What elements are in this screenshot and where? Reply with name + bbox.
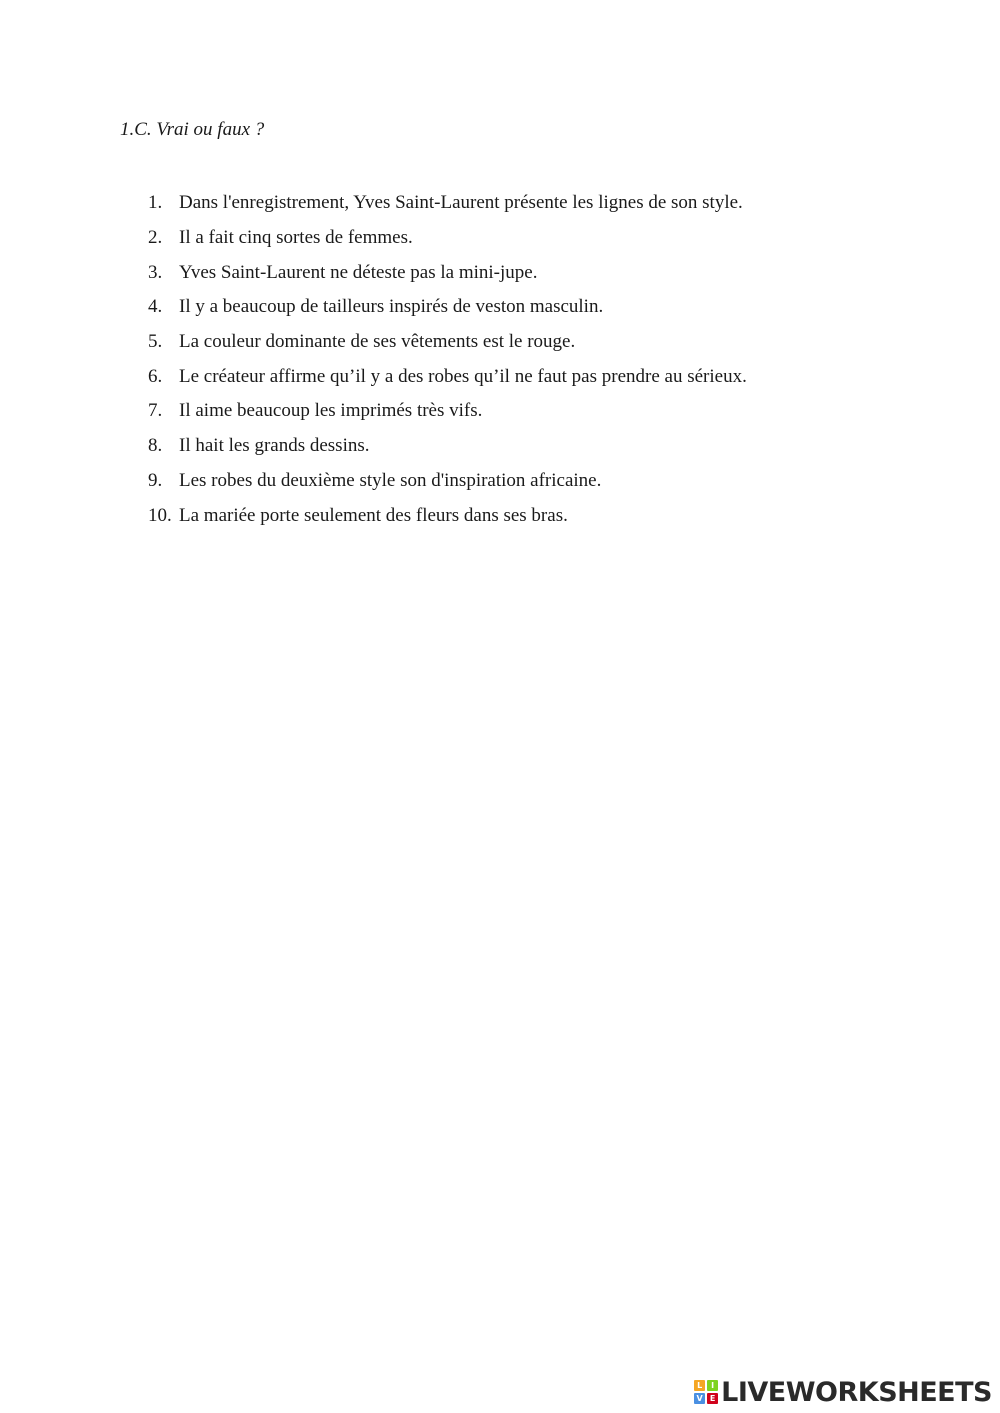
question-number: 5. [148, 331, 163, 353]
question-number: 6. [148, 365, 163, 387]
question-number: 4. [148, 296, 163, 318]
question-item [148, 325, 747, 360]
logo-icon [694, 1380, 718, 1404]
question-item [148, 394, 747, 429]
question-number: 3. [148, 261, 163, 283]
logo-block-icon: E [707, 1393, 718, 1404]
logo-block-icon: V [694, 1393, 705, 1404]
question-item [148, 290, 747, 325]
logo-text: LIVEWORKSHEETS [721, 1376, 992, 1408]
question-number: 2. [148, 227, 163, 249]
question-item [148, 464, 747, 499]
question-number: 10. [148, 504, 172, 526]
question-number: 8. [148, 435, 163, 457]
liveworksheets-logo [694, 1377, 992, 1407]
question-number: 9. [148, 469, 163, 491]
question-item [148, 498, 747, 533]
question-text: Il a fait cinq sortes de femmes. [179, 227, 413, 249]
question-item [148, 221, 747, 256]
question-item [148, 255, 747, 290]
question-text: Le créateur affirme qu’il y a des robes qu’il ne faut pas prendre au sérieux. [179, 365, 747, 387]
question-item [148, 186, 747, 221]
question-text: Il hait les grands dessins. [179, 435, 370, 457]
question-text: Il aime beaucoup les imprimés très vifs. [179, 400, 483, 422]
question-item [148, 359, 747, 394]
question-number: 7. [148, 400, 163, 422]
question-text: La mariée porte seulement des fleurs dans ses bras. [179, 504, 568, 526]
question-list [148, 186, 747, 533]
question-item [148, 429, 747, 464]
logo-block-icon: I [707, 1380, 718, 1391]
question-text: Yves Saint-Laurent ne déteste pas la mini-jupe. [179, 261, 538, 283]
question-text: Il y a beaucoup de tailleurs inspirés de veston masculin. [179, 296, 604, 318]
question-text: Les robes du deuxième style son d'inspiration africaine. [179, 469, 602, 491]
question-number: 1. [148, 192, 163, 214]
logo-block-icon: L [694, 1380, 705, 1391]
question-text: Dans l'enregistrement, Yves Saint-Laurent présente les lignes de son style. [179, 192, 743, 214]
question-text: La couleur dominante de ses vêtements est le rouge. [179, 331, 576, 353]
section-title: 1.C. Vrai ou faux ? [120, 119, 265, 140]
